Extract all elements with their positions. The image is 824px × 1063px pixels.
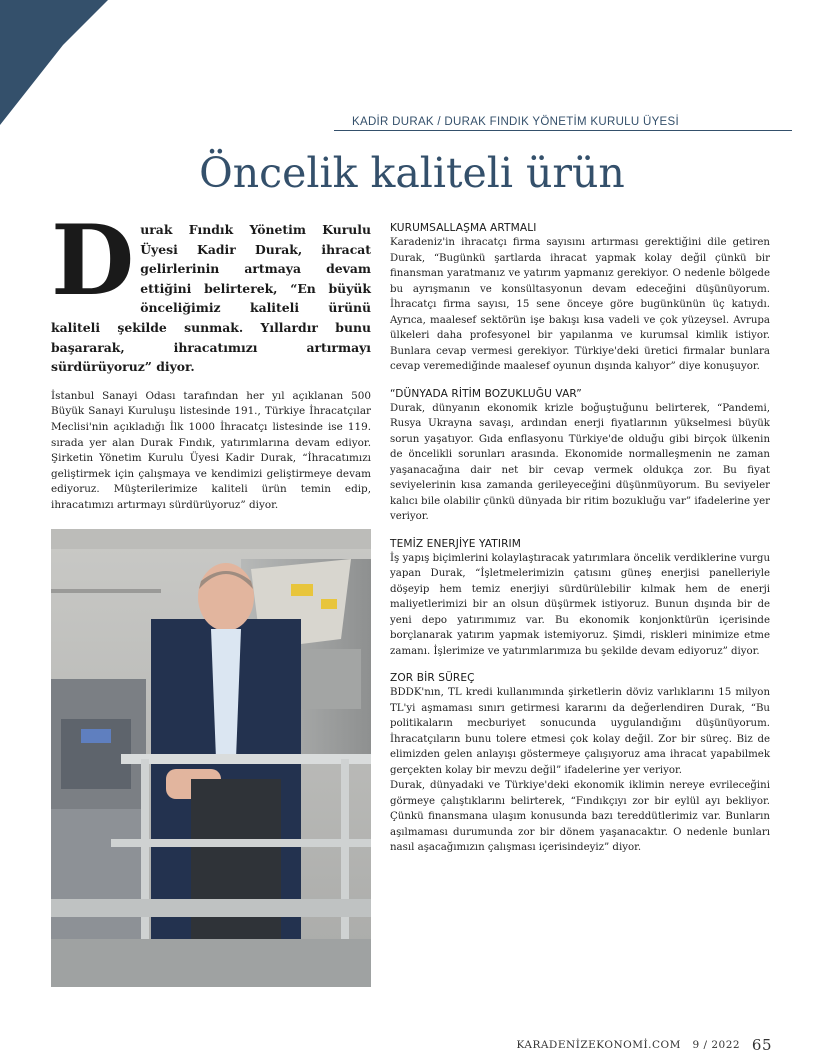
section-kurumsallasma (390, 222, 770, 375)
section-heading: KURUMSALLAŞMA ARTMALI (390, 222, 537, 234)
page-footer (516, 1036, 772, 1054)
section-zor-surec (390, 672, 770, 856)
section-heading: TEMİZ ENERJİYE YATIRIM (390, 537, 521, 550)
intro-paragraph: İstanbul Sanayi Odası tarafından her yıl açıklanan 500 Büyük Sanayi Kuruluşu listesinde 191., Türkiye İhracatçılar Meclisi'nin açıkladığı İlk 1000 İhracatçı listesinde ise 119. sırada yer alan Durak Fındık, yatırımlarına devam ediyor. Şirketin Yönetim Kurulu Üyesi Kadir Durak, “İhracatımızı geliştirmek için çalışmaya ve kendimizi geliştirmeye devam ediyoruz. Müşterilerimize kaliteli ürün temin edip, ihracatımızı artırmayı sürdürüyoruz” diyor. (51, 389, 371, 511)
section-paragraph: Durak, dünyanın ekonomik krizle boğuştuğunu belirterek, “Pandemi, Rusya Ukrayna savaşı, ardından enerji fiyatlarının yükselmesi büyük sorun yaşatıyor. Gıda enflasyonu Türkiye'de olduğu gibi birçok ülkenin de öncelikli sorunları arasında. Ekonomide normalleşmenin ne zaman yaşanacağına dair net bir cevap vermek oldukça zor. Bu fiyat seviyelerinin kısa zamanda gerileyeceğini düşünmüyorum. Bu seviyeler kalıcı bile olabilir çünkü dünyada bir ritim bozukluğu var” ifadelerine yer veriyor. (390, 402, 770, 522)
section-temiz-enerji (390, 538, 770, 660)
article-header (334, 116, 792, 131)
header-text: KADİR DURAK / DURAK FINDIK YÖNETİM KURULU ÜYESİ (352, 116, 679, 128)
section-heading: “DÜNYADA RİTİM BOZUKLUĞU VAR” (390, 387, 582, 400)
article-title: Öncelik kaliteli ürün (199, 149, 625, 197)
corner-ribbon-decoration (0, 0, 125, 125)
section-paragraph: İş yapış biçimlerini kolaylaştıracak yatırımlara öncelik verdiklerine vurgu yapan Durak, “İşletmelerimizin çatısını güneş enerjisi panelleriyle döşeyip hem temiz enerjiyi sürdürülebilir kılmak hem de enerji maliyetlerimizi bir an olsun düşürmek istiyoruz. Bunun dışında bir de yeni depo yatırımımız var. Bu ekonomik konjonktürün içerisinde borçlanarak yatırım yapmak istemiyoruz. Şimdi, riskleri minimize etme zamanı. İşlerimize ve yatırımlarımıza bu şekilde devam ediyoruz” diyor. (390, 552, 770, 657)
section-paragraph: Karadeniz'in ihracatçı firma sayısını artırması gerektiğini dile getiren Durak, “Bugünkü şartlarda ihracat yapmak kolay değil çünkü bir finansman yaratmanız ve yatırım yapmanız gerekiyor. O nedenle bölgede bu ayrışmanın ve konsültasyonun devam edeceğini düşünüyorum. İhracatçı firma sayısı, 15 sene önceye göre bugünkünün üç katıydı. Ayrıca, maalesef sektörün işe bakışı kısa vadeli ve çok yüzeysel. Avrupa ülkeleri daha profesyonel bir yapılanma ve kurumsal kimlik istiyor. Bunlara cevap vermesi gerekiyor. Türkiye'deki üretici firmalar bunlara cevap veremediğinde maalesef oyunun dışında kalıyor” diye konuşuyor. (390, 237, 770, 372)
portrait-photo (51, 529, 371, 987)
lead-paragraph (51, 204, 371, 377)
section-paragraph: Durak, dünyadaki ve Türkiye'deki ekonomik iklimin nereye evrileceğini görmeye çalıştıklarını belirterek, “Fındıkçıyı zor bir eylül ayı bekliyor. Çünkü finansmana ulaşım konusunda bazı tereddütlerimiz var. Bunların aşılmaması durumunda zor bir dönem yaşanacaktır. O nedenle bunları nasıl aşacağımızın çalışması içerisindeyiz” diyor. (390, 780, 770, 853)
section-heading: ZOR BİR SÜREÇ (390, 672, 475, 684)
footer-site: KARADENİZEKONOMİ.COM (516, 1039, 681, 1051)
lead-text: urak Fındık Yönetim Kurulu Üyesi Kadir Durak, ihracat gelirlerinin artmaya devam ettiğini belirterek, “En büyük önceliğimiz kaliteli ürünü kaliteli şekilde sunmak. Yıllardır bunu başararak, ihracatımızı artırmayı sürdürüyoruz” diyor. (51, 222, 371, 375)
footer-issue: 9 / 2022 (692, 1039, 741, 1051)
page-number: 65 (751, 1036, 772, 1054)
section-paragraph: BDDK'nın, TL kredi kullanımında şirketlerin döviz varlıklarını 15 milyon TL'yi aşmaması sınırı getirmesi kararını da değerlendiren Durak, “Bu politikaların mecburiyet sonucunda uygulandığını düşünüyorum. İhracatçıların bunu tolere etmesi çok kolay değil. Zor bir süreç. Biz de elimizden gelen anlayışı göstermeye çalışıyoruz ama ihracat yapabilmek gerçekten kolay bir mevzu değil” ifadelerine yer veriyor. (390, 687, 770, 776)
drop-cap: D (51, 204, 135, 317)
left-column (51, 204, 371, 514)
section-ritim-bozuklugu (390, 388, 770, 525)
right-column (390, 222, 770, 869)
